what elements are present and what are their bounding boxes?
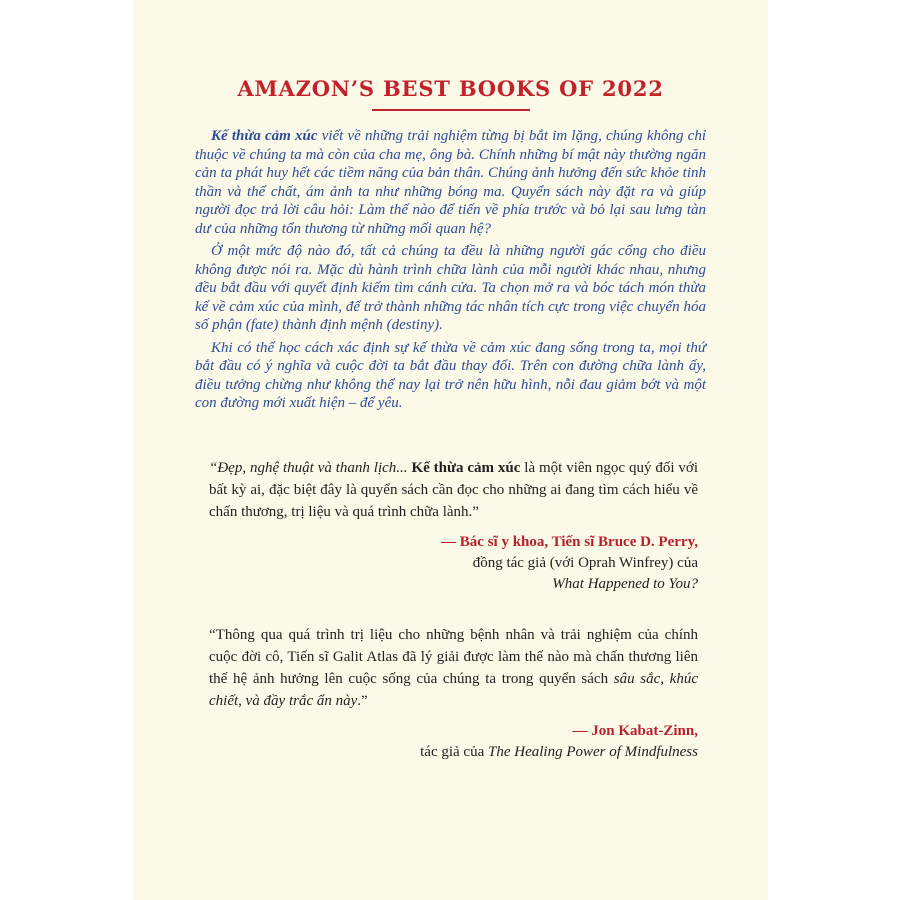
review-1-attribution	[209, 532, 698, 595]
synopsis-paragraph-1	[195, 127, 706, 238]
review-2-quote-end: .”	[357, 692, 368, 709]
synopsis-paragraph-3-text: Khi có thể học cách xác định sự kế thừa về cảm xúc đang sống trong ta, mọi thứ bắt đầu có ý nghĩa và cuộc đời ta bắt đầu thay đổi. Trên con đường chữa lành ấy, điều tưởng chừng như không thể nay lại trở nên hữu hình, nỗi đau giảm bớt và một con đường mới xuất hiện – để yêu.	[195, 339, 706, 411]
review-1-quote	[209, 457, 698, 523]
synopsis-paragraph-3	[195, 339, 706, 413]
review-2-attribution-name: — Jon Kabat-Zinn,	[572, 722, 698, 739]
synopsis-section	[195, 127, 706, 413]
review-1-quote-rest: là một viên ngọc quý đối với bất kỳ ai, đặc biệt đây là quyển sách cần đọc cho những ai đang tìm cách hiểu về chấn thương, trị liệu và quá trình chữa lành.”	[209, 459, 698, 520]
award-heading: AMAZON’S BEST BOOKS OF 2022	[237, 76, 664, 101]
review-2-attribution	[209, 721, 698, 763]
book-back-cover-page	[133, 0, 768, 900]
review-jon-kabat-zinn	[195, 624, 706, 763]
book-title-lead: Kế thừa cảm xúc	[211, 128, 318, 144]
review-1-attribution-work-title: What Happened to You?	[552, 575, 698, 592]
review-1-quote-book-title: Kế thừa cảm xúc	[411, 459, 521, 476]
review-1-attribution-role: đồng tác giả (với Oprah Winfrey) của	[472, 554, 698, 571]
review-1-quote-italic-lead: “Đẹp, nghệ thuật và thanh lịch...	[209, 459, 412, 476]
review-2-attribution-role: tác giả của	[420, 743, 488, 760]
review-2-attribution-work-title: The Healing Power of Mindfulness	[488, 743, 698, 760]
heading-underline	[372, 109, 530, 111]
review-bruce-perry	[195, 457, 706, 595]
review-1-attribution-name: — Bác sĩ y khoa, Tiến sĩ Bruce D. Perry,	[441, 533, 698, 550]
synopsis-paragraph-1-text: viết về những trải nghiệm từng bị bắt im lặng, chúng không chỉ thuộc về chúng ta mà còn của cha mẹ, ông bà. Chính những bí mật này thường ngăn cản ta phát huy hết các tiềm năng của bản thân. Chúng ảnh hưởng đến sức khỏe tinh thần và thể chất, ám ảnh ta như những bóng ma. Quyển sách này đặt ra và giúp người đọc trả lời câu hỏi: Làm thế nào để tiến về phía trước và bỏ lại sau lưng tàn dư của những tổn thương từ những mối quan hệ?	[195, 128, 707, 237]
review-2-quote-italic: sâu sắc, khúc chiết, và đầy trắc ẩn này	[209, 670, 699, 709]
synopsis-paragraph-2	[195, 242, 706, 335]
review-2-quote	[209, 624, 698, 712]
page-content	[133, 76, 768, 763]
review-2-quote-lead: “Thông qua quá trình trị liệu cho những bệnh nhân và trải nghiệm của chính cuộc đời cô, Tiến sĩ Galit Atlas đã lý giải được làm thế nào mà chấn thương liên thế hệ ảnh hưởng lên cuộc sống của chúng ta trong quyển sách	[209, 626, 698, 687]
synopsis-paragraph-2-text: Ở một mức độ nào đó, tất cả chúng ta đều là những người gác cổng cho điều không được nói ra. Mặc dù hành trình chữa lành của mỗi người khác nhau, nhưng đều bắt đầu với quyết định kiếm tìm cánh cửa. Ta chọn mở ra và bóc tách món thừa kế về cảm xúc của mình, để trở thành những tác nhân tích cực trong việc chuyển hóa số phận (fate) thành định mệnh (destiny).	[195, 243, 706, 333]
